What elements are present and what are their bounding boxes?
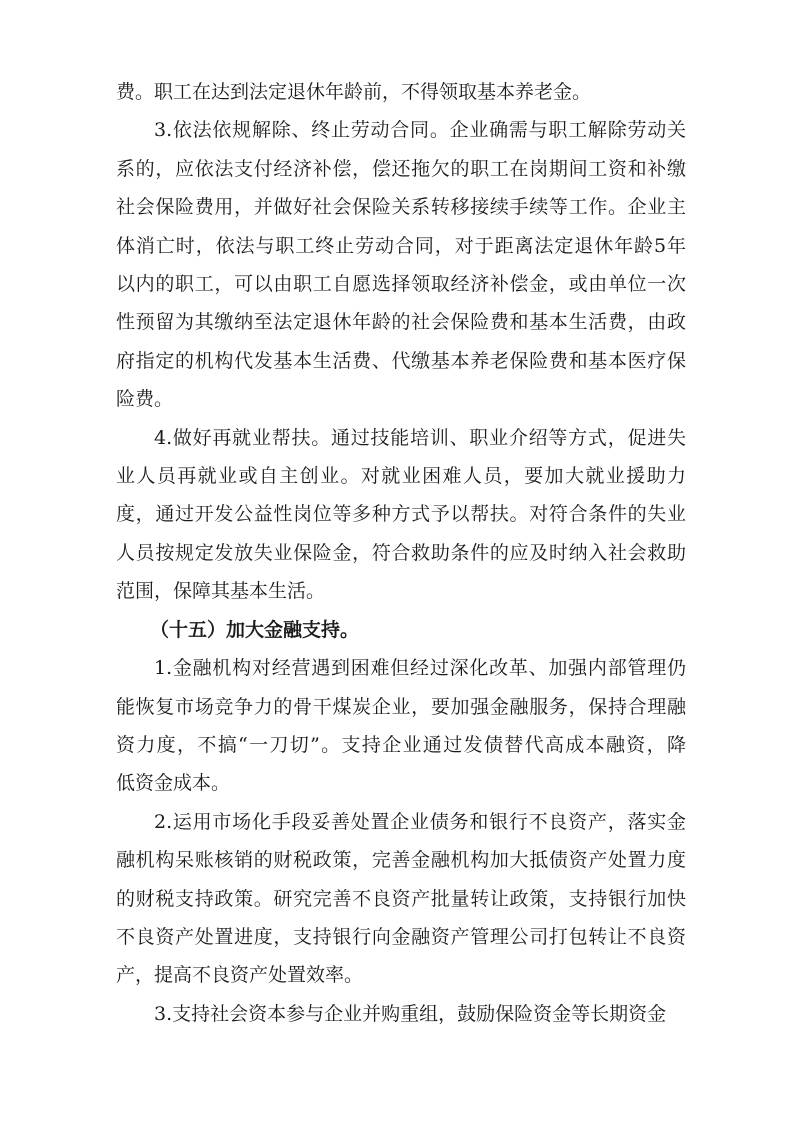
text-line: 3.支持社会资本参与企业并购重组，鼓励保险资金等长期资金 (154, 1002, 667, 1025)
text-line: 险费。 (116, 388, 174, 411)
text-line: 社会保险费用，并做好社会保险关系转移接续手续等工作。企业主 (116, 196, 686, 219)
text-line: 1.金融机构对经营遇到困难但经过深化改革、加强内部管理仍 (154, 657, 686, 680)
text-line: 业人员再就业或自主创业。对就业困难人员，要加大就业援助力 (116, 465, 686, 488)
body-paragraph (116, 649, 686, 803)
text-line: 3.依法依规解除、终止劳动合同。企业确需与职工解除劳动关 (154, 119, 686, 142)
text-line: 不良资产处置进度，支持银行向金融资产管理公司打包转让不良资 (116, 925, 686, 948)
body-paragraph (116, 419, 686, 611)
text-line: 产，提高不良资产处置效率。 (116, 964, 364, 987)
text-line: 能恢复市场竞争力的骨干煤炭企业，要加强金融服务，保持合理融 (116, 695, 686, 718)
body-paragraph (116, 73, 686, 111)
text-line: 人员按规定发放失业保险金，符合救助条件的应及时纳入社会救助 (116, 541, 686, 564)
text-line: 系的，应依法支付经济补偿，偿还拖欠的职工在岗期间工资和补缴 (116, 157, 686, 180)
body-paragraph (116, 803, 686, 995)
section-heading (116, 611, 686, 649)
text-line: 的财税支持政策。研究完善不良资产批量转让政策，支持银行加快 (116, 887, 686, 910)
document-page (116, 73, 686, 1033)
body-paragraph (116, 111, 686, 418)
text-line: 体消亡时，依法与职工终止劳动合同，对于距离法定退休年龄5年 (116, 234, 686, 257)
text-line: 度，通过开发公益性岗位等多种方式予以帮扶。对符合条件的失业 (116, 503, 686, 526)
text-line: 融机构呆账核销的财税政策，完善金融机构加大抵债资产处置力度 (116, 849, 686, 872)
body-paragraph (116, 995, 686, 1033)
text-line: 以内的职工，可以由职工自愿选择领取经济补偿金，或由单位一次 (116, 273, 686, 296)
text-line: 4.做好再就业帮扶。通过技能培训、职业介绍等方式，促进失 (154, 426, 686, 449)
text-line: 性预留为其缴纳至法定退休年龄的社会保险费和基本生活费，由政 (116, 311, 686, 334)
text-line: 府指定的机构代发基本生活费、代缴基本养老保险费和基本医疗保 (116, 349, 686, 372)
text-line: 范围，保障其基本生活。 (116, 580, 326, 603)
text-line: 2.运用市场化手段妥善处置企业债务和银行不良资产，落实金 (154, 810, 686, 833)
text-line: 费。职工在达到法定退休年龄前，不得领取基本养老金。 (116, 81, 592, 103)
text-line: （十五）加大金融支持。 (150, 618, 360, 641)
text-line: 资力度，不搞“一刀切”。支持企业通过发债替代高成本融资，降 (116, 733, 686, 756)
text-line: 低资金成本。 (116, 772, 231, 795)
